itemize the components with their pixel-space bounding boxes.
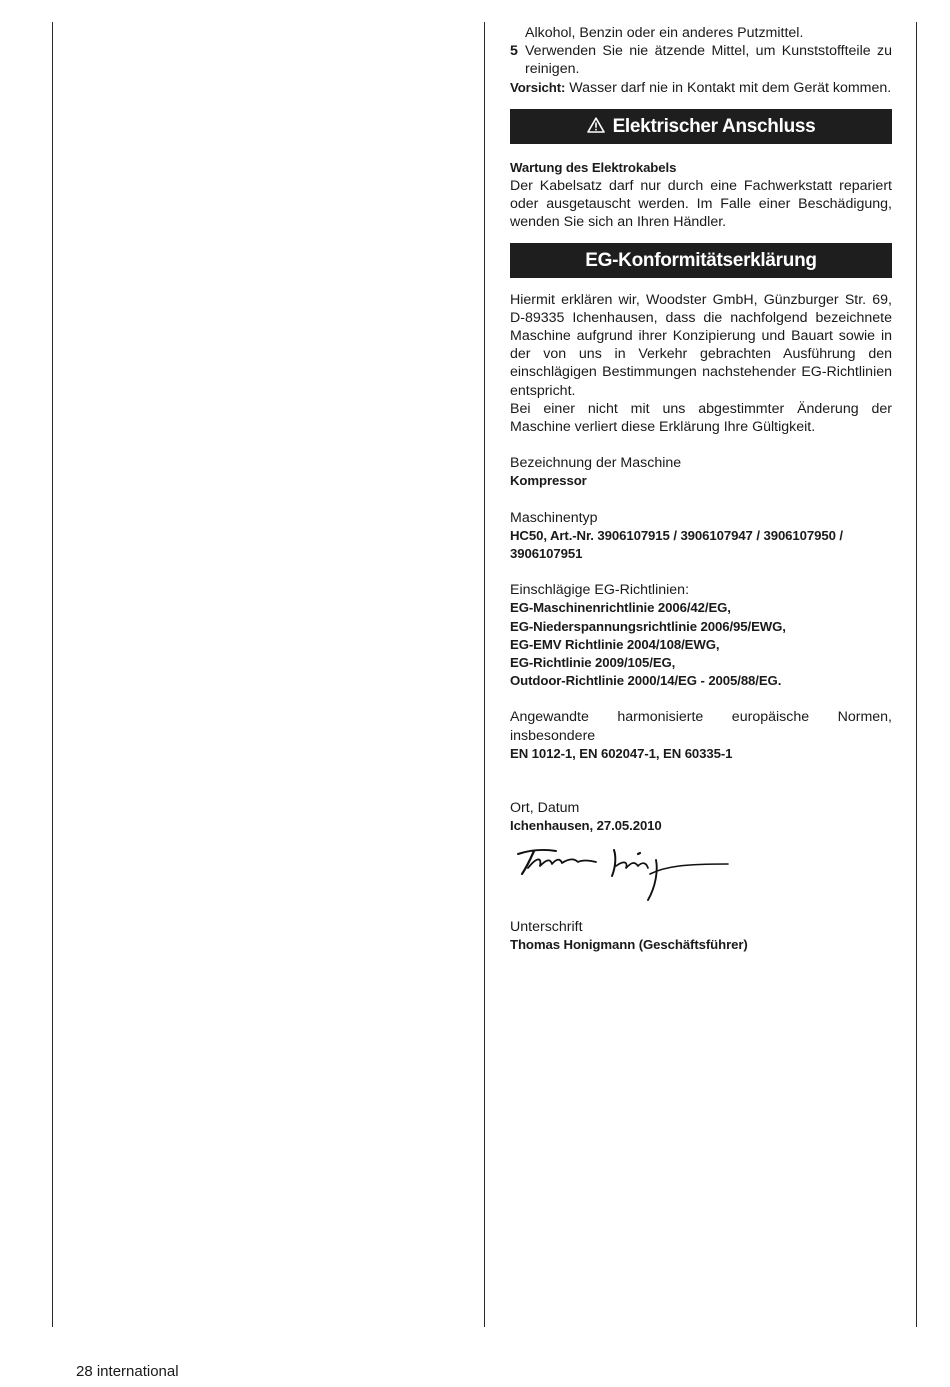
place-date-label: Ort, Datum bbox=[510, 800, 580, 817]
caution-label: Vorsicht: bbox=[510, 79, 566, 95]
section-heading-electrical bbox=[510, 109, 892, 144]
warning-triangle-icon bbox=[587, 110, 605, 145]
directive-item: Outdoor-Richtlinie 2000/14/EG - 2005/88/EG. bbox=[510, 673, 782, 689]
handwritten-signature bbox=[516, 846, 736, 906]
caution-note bbox=[510, 79, 892, 97]
directives-label: Einschlägige EG-Richtlinien: bbox=[510, 582, 690, 599]
directive-item: EG-Niederspannungsrichtlinie 2006/95/EWG, bbox=[510, 618, 786, 634]
standards-value: EN 1012-1, EN 602047-1, EN 60335-1 bbox=[510, 745, 733, 761]
list-item-number: 5 bbox=[510, 43, 518, 60]
signature-label: Unterschrift bbox=[510, 918, 583, 935]
directive-item: EG-EMV Richtlinie 2004/108/EWG, bbox=[510, 636, 720, 652]
page-footer: 28 international bbox=[76, 1363, 179, 1380]
list-item-5 bbox=[510, 42, 892, 78]
section-heading-electrical-text: Elektrischer Anschluss bbox=[612, 115, 816, 137]
left-column-rule bbox=[52, 22, 53, 1327]
cable-maintenance-text: Der Kabelsatz darf nur durch eine Fachwerkstatt repariert oder ausgetauscht werden. Im Falle einer Beschädigung, wenden Sie sich an Ihren Händler. bbox=[510, 178, 892, 231]
place-date-value: Ichenhausen, 27.05.2010 bbox=[510, 818, 662, 834]
machine-name-value: Kompressor bbox=[510, 473, 587, 489]
machine-type-value: HC50, Art.-Nr. 3906107915 / 3906107947 / 3906107950 / 3906107951 bbox=[510, 527, 843, 562]
subheading-cable-maintenance: Wartung des Elektrokabels bbox=[510, 159, 677, 175]
caution-text: Wasser darf nie in Kontakt mit dem Gerät kommen. bbox=[569, 79, 892, 96]
signatory-name: Thomas Honigmann (Geschäftsführer) bbox=[510, 936, 748, 952]
directive-item: EG-Richtlinie 2009/105/EG, bbox=[510, 655, 676, 671]
machine-name-label: Bezeichnung der Maschine bbox=[510, 455, 682, 472]
standards-label: Angewandte harmonisierte europäische Normen, insbesondere bbox=[510, 709, 892, 744]
list-item-text: Verwenden Sie nie ätzende Mittel, um Kunststoffteile zu reinigen. bbox=[525, 43, 892, 78]
center-column-rule bbox=[484, 22, 485, 1327]
continued-line: Alkohol, Benzin oder ein anderes Putzmittel. bbox=[525, 25, 804, 41]
right-column bbox=[510, 24, 892, 954]
right-column-rule bbox=[916, 22, 917, 1327]
declaration-validity: Bei einer nicht mit uns abgestimmter Änderung der Maschine verliert diese Erklärung Ihre Gültigkeit. bbox=[510, 400, 892, 436]
section-heading-eg-declaration: EG-Konformitätserklärung bbox=[510, 243, 892, 278]
declaration-intro: Hiermit erklären wir, Woodster GmbH, Günzburger Str. 69, D-89335 Ichenhausen, dass die nachfolgend bezeichnete Maschine aufgrund ihrer Konzipierung und Bauart sowie in der von uns in Verkehr gebrachten Ausführung den einschlägigen Bestimmungen nachstehender EG-Richtlinien entspricht. bbox=[510, 291, 892, 399]
machine-type-label: Maschinentyp bbox=[510, 509, 598, 526]
directive-item: EG-Maschinenrichtlinie 2006/42/EG, bbox=[510, 600, 731, 616]
